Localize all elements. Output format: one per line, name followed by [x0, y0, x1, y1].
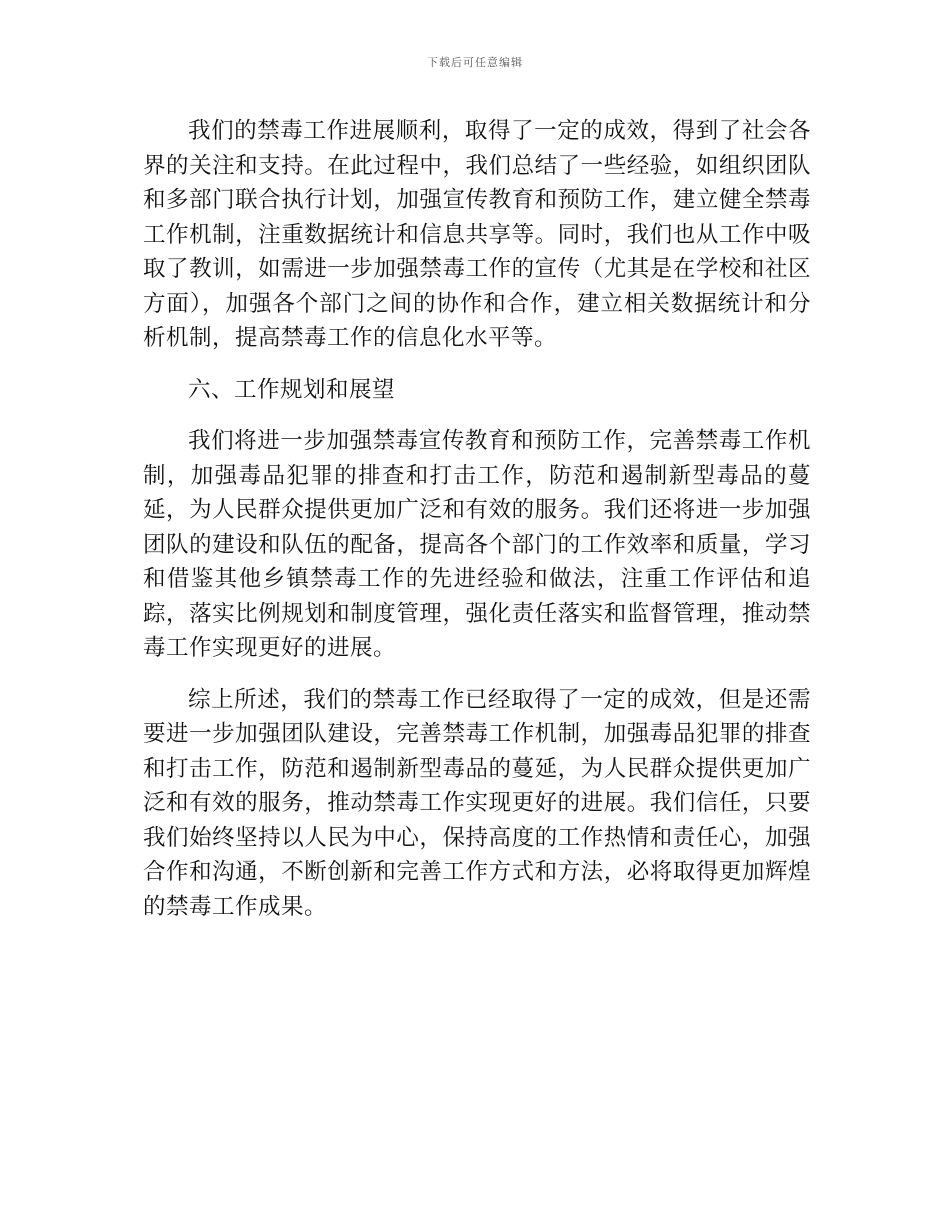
paragraph-plan: 我们将进一步加强禁毒宣传教育和预防工作，完善禁毒工作机制，加强毒品犯罪的排查和打击工作，防范和遏制新型毒品的蔓延，为人民群众提供更加广泛和有效的服务。我们还将进一步加强团队的建设和队伍的配备，提高各个部门的工作效率和质量，学习和借鉴其他乡镇禁毒工作的先进经验和做法，注重工作评估和追踪，落实比例规划和制度管理，强化责任落实和监督管理，推动禁毒工作实现更好的进展。	[143, 428, 811, 661]
document-body	[143, 114, 811, 924]
page-header: 下载后可任意编辑	[427, 56, 523, 69]
paragraph-conclusion: 综上所述，我们的禁毒工作已经取得了一定的成效，但是还需要进一步加强团队建设，完善禁毒工作机制，加强毒品犯罪的排查和打击工作，防范和遏制新型毒品的蔓延，为人民群众提供更加广泛和有效的服务，推动禁毒工作实现更好的进展。我们信任，只要我们始终坚持以人民为中心，保持高度的工作热情和责任心，加强合作和沟通，不断创新和完善工作方式和方法，必将取得更加辉煌的禁毒工作成果。	[143, 686, 811, 920]
paragraph-summary: 我们的禁毒工作进展顺利，取得了一定的成效，得到了社会各界的关注和支持。在此过程中，我们总结了一些经验，如组织团队和多部门联合执行计划，加强宣传教育和预防工作，建立健全禁毒工作机制，注重数据统计和信息共享等。同时，我们也从工作中吸取了教训，如需进一步加强禁毒工作的宣传（尤其是在学校和社区方面），加强各个部门之间的协作和合作，建立相关数据统计和分析机制，提高禁毒工作的信息化水平等。	[143, 118, 811, 351]
section-heading: 六、工作规划和展望	[188, 376, 396, 403]
